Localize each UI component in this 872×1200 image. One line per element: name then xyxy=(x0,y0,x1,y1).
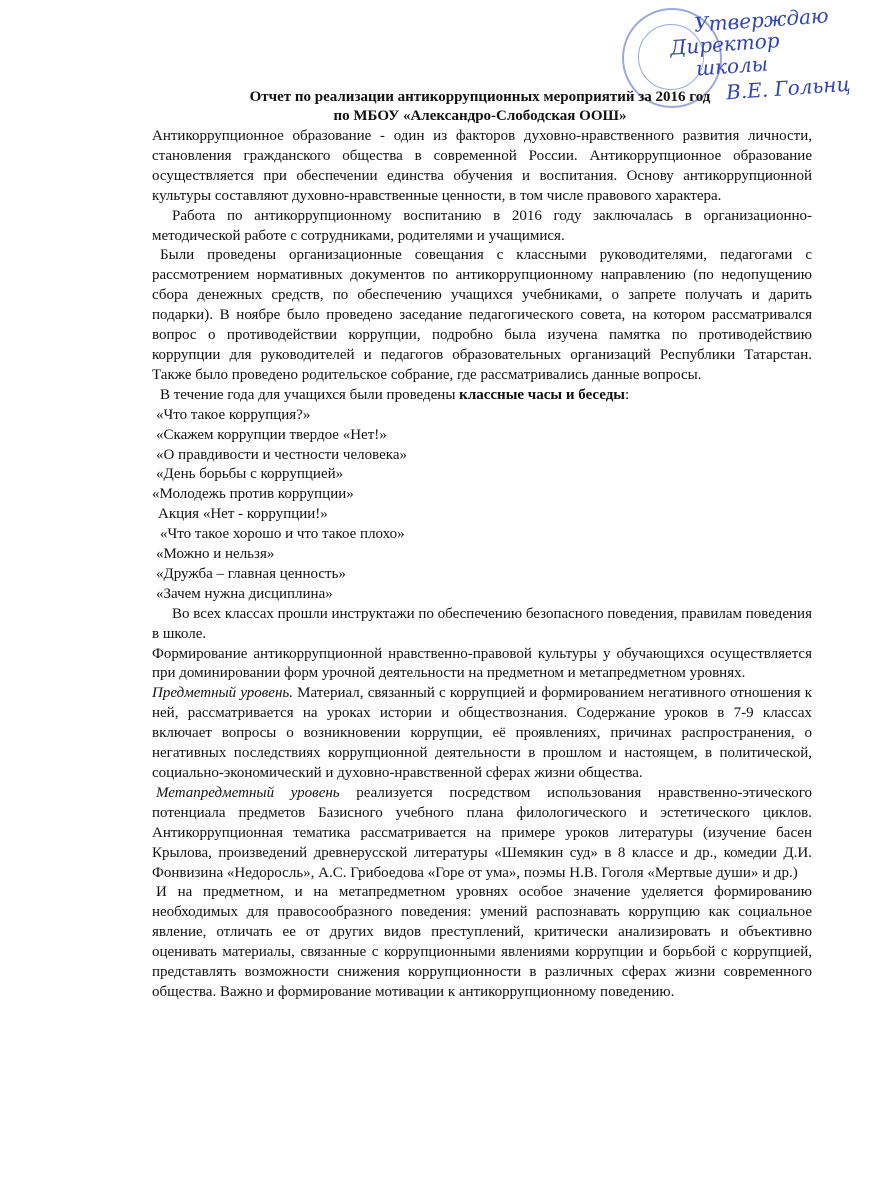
topic-item: «Молодежь против коррупции» xyxy=(152,486,354,503)
class-hours-intro: В течение года для учащихся были проведены xyxy=(160,386,460,403)
report-title-line-1: Отчет по реализации антикоррупционных мероприятий за 2016 год xyxy=(249,89,711,105)
approval-line-2: Директор xyxy=(669,28,781,60)
topic-item: «День борьбы с коррупцией» xyxy=(156,466,344,483)
paragraph-conclusion: И на предметном, и на метапредметном уровнях особое значение уделяется формированию необходимых для правосообразного поведения: умений распознавать коррупцию как социальное явление, отличать ее от других видов преступлений, критически анализировать и объективно оценивать материалы, связанные с коррупционными явлениями коррупции и борьбой с коррупцией, представлять возможности снижения коррупционности в различных сферах жизни современного общества. Важно и формирование мотивации к антикоррупционному поведению. xyxy=(152,884,812,1000)
approval-line-4: В.Е. Гольнц xyxy=(725,71,852,105)
topic-item: «Что такое хорошо и что такое плохо» xyxy=(160,526,405,543)
topic-item: «Можно и нельзя» xyxy=(156,546,275,563)
paragraph-subject-level xyxy=(152,684,812,784)
topic-item: Акция «Нет - коррупции!» xyxy=(158,506,328,523)
approval-line-1: Утверждаю xyxy=(693,3,830,37)
paragraph-formation: Формирование антикоррупционной нравственно-правовой культуры у обучающихся осуществляется при доминировании форм урочной деятельности на предметном и метапредметном уровнях. xyxy=(152,645,812,682)
report-body xyxy=(152,127,812,1003)
topic-item: «О правдивости и честности человека» xyxy=(156,446,407,463)
subject-level-text: Материал, связанный с коррупцией и формированием негативного отношения к ней, рассматривается на уроках истории и обществознания. Содержание уроков в 7-9 классах включает вопросы о возникновении коррупции, её проявлениях, причинах распространения, о негативных последствиях коррупционной деятельности в прошлом и настоящем, в политической, социально-экономический и духовно-нравственной сферах жизни общества. xyxy=(152,685,812,781)
subject-level-label: Предметный уровень. xyxy=(152,685,293,702)
topic-item: «Что такое коррупция?» xyxy=(156,406,311,423)
metasubject-level-label: Метапредметный уровень xyxy=(156,784,340,801)
paragraph-intro: Антикоррупционное образование - один из факторов духовно-нравственного развития личности, становления гражданского общества в современной России. Антикоррупционное образование осуществляется при обеспечении единства обучения и воспитания. Основу антикоррупционной культуры составляют духовно-нравственные ценности, в том числе правового характера. xyxy=(152,128,812,204)
paragraph-meetings: Были проведены организационные совещания с классными руководителями, педагогами с рассмотрением нормативных документов по антикоррупционному направлению (по недопущению сбора денежных средств, по обеспечению учащихся учебниками, о запрете получать и дарить подарки). В ноябре было проведено заседание педагогического совета, на котором рассматривался вопрос о противодействии коррупции, подробно была изучена памятка по противодействию коррупции для руководителей и педагогов образовательных организаций Республики Татарстан. Также было проведено родительское собрание, где рассматривались данные вопросы. xyxy=(152,247,812,383)
paragraph-class-hours xyxy=(152,386,812,406)
paragraph-instructions: Во всех классах прошли инструктажи по обеспечению безопасного поведения, правилам поведения в школе. xyxy=(152,605,812,642)
approval-line-3: школы xyxy=(695,51,769,81)
class-hours-bold: классные часы и беседы xyxy=(459,386,626,403)
report-title-line-2: по МБОУ «Александро-Слободская ООШ» xyxy=(333,108,627,124)
paragraph-metasubject-level xyxy=(152,784,812,884)
class-hours-colon: : xyxy=(625,386,630,403)
topic-item: «Скажем коррупции твердое «Нет!» xyxy=(156,426,387,443)
paragraph-work: Работа по антикоррупционному воспитанию в 2016 году заключалась в организационно-методической работе с сотрудниками, родителями и учащимися. xyxy=(152,207,812,244)
topic-item: «Зачем нужна дисциплина» xyxy=(156,585,333,602)
topic-item: «Дружба – главная ценность» xyxy=(156,565,346,582)
metasubject-level-text: реализуется посредством использования нравственно-этического потенциала предметов Базисного учебного плана филологического и эстетического циклов. Антикоррупционная тематика рассматривается на примере уроков литературы (изучение басен Крылова, произведений древнерусской литературы «Шемякин суд» в 8 классе и др., комедии Д.И. Фонвизина «Недоросль», А.С. Грибоедова «Горе от ума», поэмы Н.В. Гоголя «Мертвые души» и др.) xyxy=(152,784,812,881)
